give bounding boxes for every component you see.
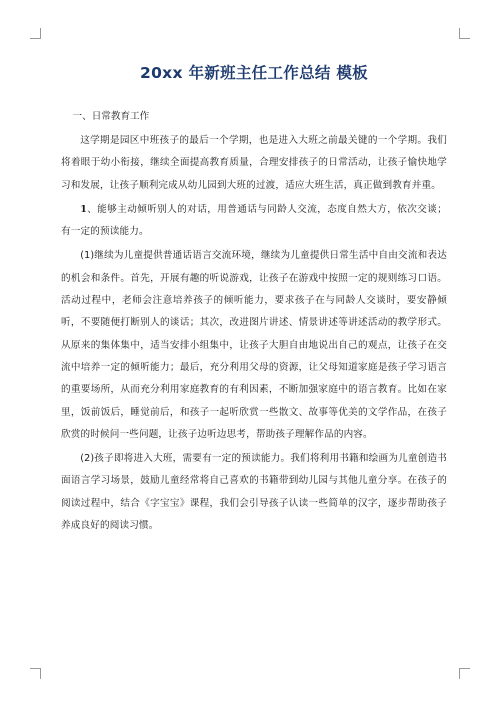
section-heading: 一、日常教育工作	[72, 111, 150, 122]
paragraph-2-number: 1	[80, 203, 88, 215]
paragraph-2-text: 、能够主动倾听别人的对话，用普通话与同龄人交流，态度自然大方，依次交谈；有一定的预读能力。	[61, 203, 447, 238]
paragraph-4-text: (2)孩子即将进入大班，需要有一定的预读能力。我们将利用书籍和绘画为儿童创造书面语言学习场景，鼓励儿童经常将自己喜欢的书籍带到幼儿园与其他儿童分享。在孩子的阅读过程中，结合《字宝宝》课程，我们会引导孩子认读一些简单的汉字，逐步帮助孩子养成良好的阅读习惯。	[61, 453, 447, 532]
paragraph-4	[61, 448, 447, 537]
crop-mark-top-right	[459, 28, 470, 39]
paragraph-1-text: 这学期是园区中班孩子的最后一个学期，也是进入大班之前最关键的一个学期。我们将着眼于幼小衔接，继续全面提高教育质量，合理安排孩子的日常活动，让孩子愉快地学习和发展，让孩子顺利完成从幼儿园到大班的过渡，适应大班生活，真正做到教育并重。	[61, 135, 447, 191]
document-body	[61, 62, 447, 539]
paragraph-3	[61, 245, 447, 446]
crop-mark-top-left	[30, 28, 41, 39]
paragraph-2	[61, 199, 447, 244]
paragraph-1	[61, 130, 447, 197]
crop-mark-bottom-right	[459, 668, 470, 679]
crop-mark-bottom-left	[30, 668, 41, 679]
paragraph-3-text: (1)继续为儿童提供普通话语言交流环境，继续为儿童提供日常生活中自由交流和表达的机会和条件。首先，开展有趣的听说游戏，让孩子在游戏中按照一定的规则练习口语。活动过程中，老师会注意培养孩子的倾听能力，要求孩子在与同龄人交谈时，要安静倾听，不要随便打断别人的谈话；其次，改进图片讲述、情景讲述等讲述活动的教学形式。从原来的集体集中，适当安排小组集中，让孩子大胆自由地说出自己的观点，让孩子在交流中培养一定的倾听能力；最后，充分利用父母的资源，让父母知道家庭是孩子学习语言的重要场所，从而充分利用家庭教育的有利因素，不断加强家庭中的语言教育。比如在家里，饭前饭后，睡觉前后，和孩子一起听欣赏一些散文、故事等优美的文学作品，在孩子欣赏的时候问一些问题，让孩子边听边思考，帮助孩子理解作品的内容。	[61, 250, 447, 440]
document-title: 20xx 年新班主任工作总结 模板	[140, 64, 368, 82]
